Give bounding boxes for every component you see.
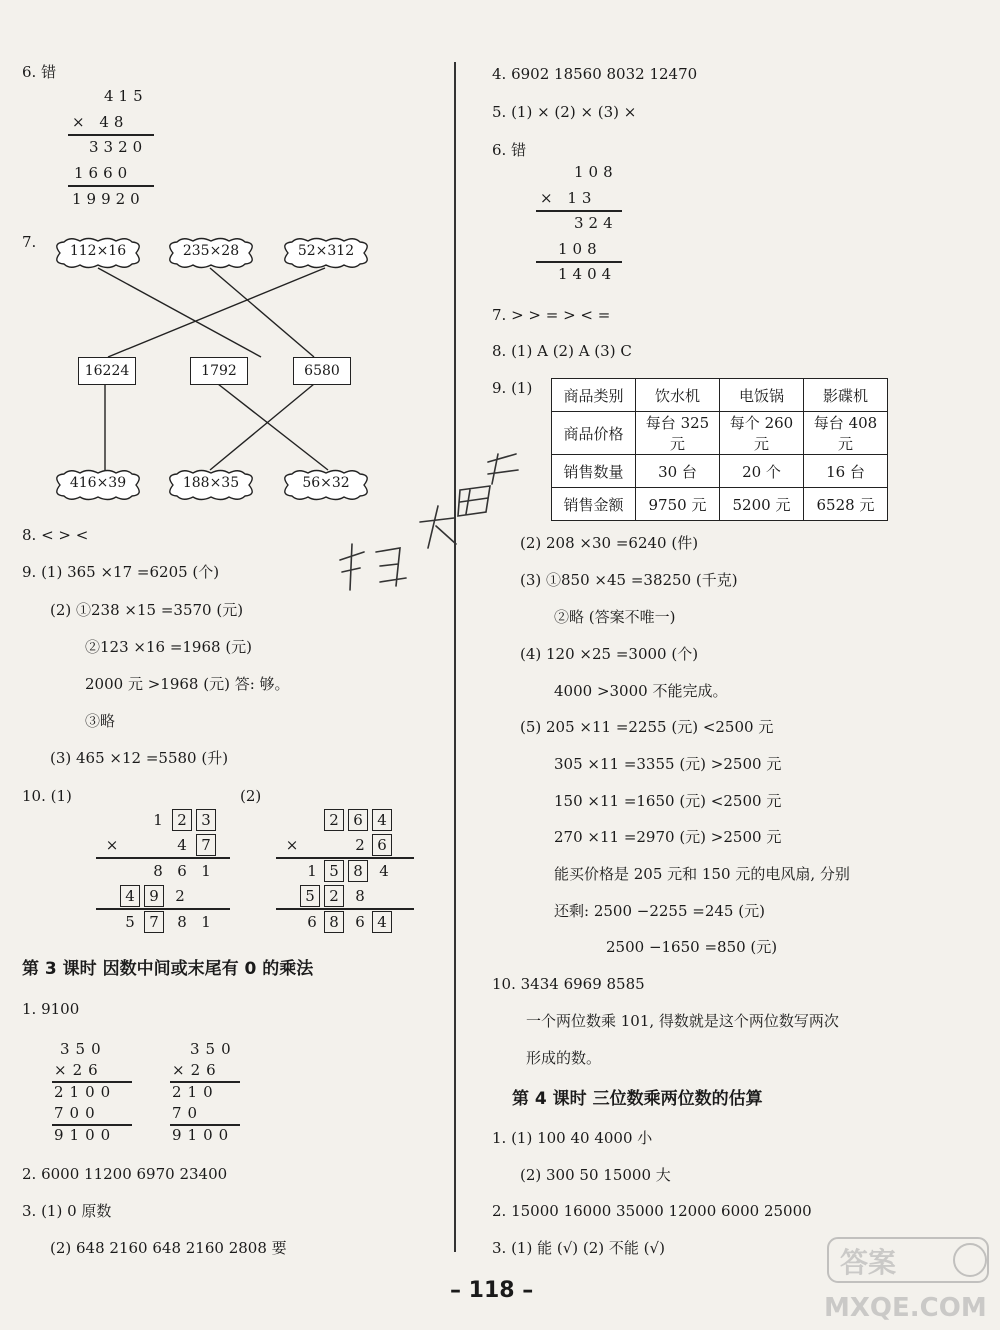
flower-card [278,237,374,269]
s3-calc1-line1: 350 [60,1040,107,1058]
digit: 1 [153,811,163,829]
q10a-rule1 [96,857,230,859]
right-q9-line4: (4) 120 ×25 =3000 (个) [520,645,699,663]
table-cell: 每台 408 元 [804,412,888,455]
s3-calc2-line1: 350 [190,1040,237,1058]
digit-box: 2 [324,885,344,907]
s3-calc2-line4: 70 [172,1104,204,1122]
flower-card [50,469,146,501]
q10b-rule1 [276,857,414,859]
digit: × [285,836,299,854]
s3-q3-part1: 3. (1) 0 原数 [22,1202,112,1220]
right-q10: 10. 3434 6969 8585 [492,975,645,993]
digit-box: 4 [372,911,392,933]
q10b-rule2 [276,908,414,910]
right-q9-line8: 150 ×11 =1650 (元) <2500 元 [554,792,782,810]
handwriting-scribble [320,440,530,600]
s3-calc1-line4: 700 [54,1104,101,1122]
digit: 6 [355,913,365,931]
flower-card [50,237,146,269]
result-box: 6580 [293,357,351,385]
table-header-cell: 商品类别 [552,379,636,412]
right-q6-line3: 324 [574,214,618,232]
digit: 1 [201,913,211,931]
left-q6-label: 6. 错 [22,63,57,81]
right-q9-line12: 2500 −1650 =850 (元) [606,938,778,956]
digit: 8 [153,862,163,880]
digit-box: 7 [144,911,164,933]
flower-text: 188×35 [182,475,240,491]
left-q9-line4: 2000 元 >1968 (元) 答: 够。 [85,675,290,693]
digit-box: 8 [348,860,368,882]
table-cell: 30 台 [636,455,720,488]
right-q9-line6: (5) 205 ×11 =2255 (元) <2500 元 [520,718,774,736]
left-q6-line3: 3320 [89,138,148,156]
left-q9-line1: 9. (1) 365 ×17 =6205 (个) [22,563,220,581]
digit-box: 6 [348,809,368,831]
digit: 6 [177,862,187,880]
flower-card [163,469,259,501]
table-cell: 6528 元 [804,488,888,521]
digit: 8 [355,887,365,905]
table-cell: 20 个 [720,455,804,488]
table-cell: 每台 325 元 [636,412,720,455]
right-q6-line2: × 13 [540,189,597,207]
q10a-rule2 [96,908,230,910]
right-q5: 5. (1) × (2) × (3) × [492,103,637,121]
flower-text: 112×16 [69,243,127,259]
table-cell: 每个 260 元 [720,412,804,455]
result-box: 1792 [190,357,248,385]
digit-box: 6 [372,834,392,856]
left-q6-line2: × 48 [72,113,129,131]
page-number: – 118 – [450,1278,534,1303]
right-q9-line11: 还剩: 2500 −2255 =245 (元) [554,902,765,920]
s3-calc1-line5: 9100 [54,1126,117,1144]
table-cell: 9750 元 [636,488,720,521]
table-header-cell: 影碟机 [804,379,888,412]
table-header-cell: 电饭锅 [720,379,804,412]
right-q9-line1: (2) 208 ×30 =6240 (件) [520,534,699,552]
digit: 6 [307,913,317,931]
digit-box: 5 [324,860,344,882]
table-cell: 5200 元 [720,488,804,521]
digit-box: 2 [172,809,192,831]
left-q6-line4: 1660 [74,164,133,182]
digit: 1 [307,862,317,880]
left-q9-line3: ②123 ×16 =1968 (元) [85,638,253,656]
digit-box: 4 [372,809,392,831]
left-q7-label: 7. [22,233,37,251]
left-q8: 8. < > < [22,526,89,544]
right-q6-rule1 [536,210,622,212]
watermark-logo [820,1232,998,1326]
right-q6-line1: 108 [574,163,618,181]
digit-box: 9 [144,885,164,907]
s4-q1-part1: 1. (1) 100 40 4000 小 [492,1129,653,1147]
left-q6-line5: 19920 [72,190,145,208]
right-q9-line9: 270 ×11 =2970 (元) >2500 元 [554,828,782,846]
right-q4: 4. 6902 18560 8032 12470 [492,65,698,83]
s3-calc2-line5: 9100 [172,1126,235,1144]
goods-table [551,378,888,521]
s3-calc2-line3: 210 [172,1083,219,1101]
right-q9-line10: 能买价格是 205 元和 150 元的电风扇, 分别 [554,865,850,883]
right-q9-line2: (3) ①850 ×45 =38250 (千克) [520,571,738,589]
right-q6-line4: 108 [558,240,602,258]
table-header-row [552,379,888,412]
digit: 5 [125,913,135,931]
right-q9-label: 9. (1) [492,379,533,397]
right-q6-line5: 1404 [558,265,617,283]
s3-q2: 2. 6000 11200 6970 23400 [22,1165,228,1183]
digit-box: 3 [196,809,216,831]
s3-q1: 1. 9100 [22,1000,80,1018]
table-row [552,488,888,521]
left-q10-label: 10. (1) [22,787,72,805]
right-q6-label: 6. 错 [492,141,527,159]
table-row [552,455,888,488]
section-3-title: 第 3 课时 因数中间或末尾有 0 的乘法 [22,959,314,979]
digit-box: 2 [324,809,344,831]
digit-box: 4 [120,885,140,907]
flower-text: 416×39 [69,475,127,491]
right-q9-line7: 305 ×11 =3355 (元) >2500 元 [554,755,782,773]
flower-text: 52×312 [297,243,355,259]
s4-q3: 3. (1) 能 (√) (2) 不能 (√) [492,1239,665,1257]
flower-text: 235×28 [182,243,240,259]
table-cell: 销售金额 [552,488,636,521]
table-cell: 16 台 [804,455,888,488]
table-header-cell: 饮水机 [636,379,720,412]
digit: 1 [201,862,211,880]
table-cell: 商品价格 [552,412,636,455]
digit-box: 8 [324,911,344,933]
digit: 8 [177,913,187,931]
svg-text:答案: 答案 [840,1246,897,1279]
s3-calc1-line3: 2100 [54,1083,117,1101]
right-q8: 8. (1) A (2) A (3) C [492,342,632,360]
left-q6-line1: 415 [104,87,148,105]
digit: 2 [175,887,185,905]
digit-box: 5 [300,885,320,907]
right-q9-line5: 4000 >3000 不能完成。 [554,682,728,700]
s3-calc1-line2: ×26 [54,1061,104,1079]
digit: 4 [177,836,187,854]
s3-calc2-line2: ×26 [172,1061,222,1079]
column-divider [454,62,456,1252]
result-box: 16224 [78,357,136,385]
digit: × [105,836,119,854]
right-q9-line3: ②略 (答案不唯一) [554,608,676,626]
left-q9-line2: (2) ①238 ×15 =3570 (元) [50,601,244,619]
right-q10-explanation-1: 一个两位数乘 101, 得数就是这个两位数写两次 [526,1012,839,1030]
flower-text: 56×32 [302,475,350,491]
s3-q3-part2: (2) 648 2160 648 2160 2808 要 [50,1239,287,1257]
left-q9-line5: ③略 [85,712,116,730]
svg-text:MXQE.COM: MXQE.COM [824,1293,987,1323]
s4-q1-part2: (2) 300 50 15000 大 [520,1166,671,1184]
table-cell: 销售数量 [552,455,636,488]
digit: 4 [379,862,389,880]
table-row [552,412,888,455]
digit-box: 7 [196,834,216,856]
section-4-title: 第 4 课时 三位数乘两位数的估算 [512,1089,763,1109]
digit: 2 [355,836,365,854]
right-q7: 7. > > = > < = [492,306,611,324]
right-q10-explanation-2: 形成的数。 [526,1049,602,1067]
right-q6-rule2 [536,261,622,263]
left-q9-line6: (3) 465 ×12 =5580 (升) [50,749,229,767]
s4-q2: 2. 15000 16000 35000 12000 6000 25000 [492,1202,812,1220]
flower-card [163,237,259,269]
left-q10-sub2: (2) [240,787,262,805]
